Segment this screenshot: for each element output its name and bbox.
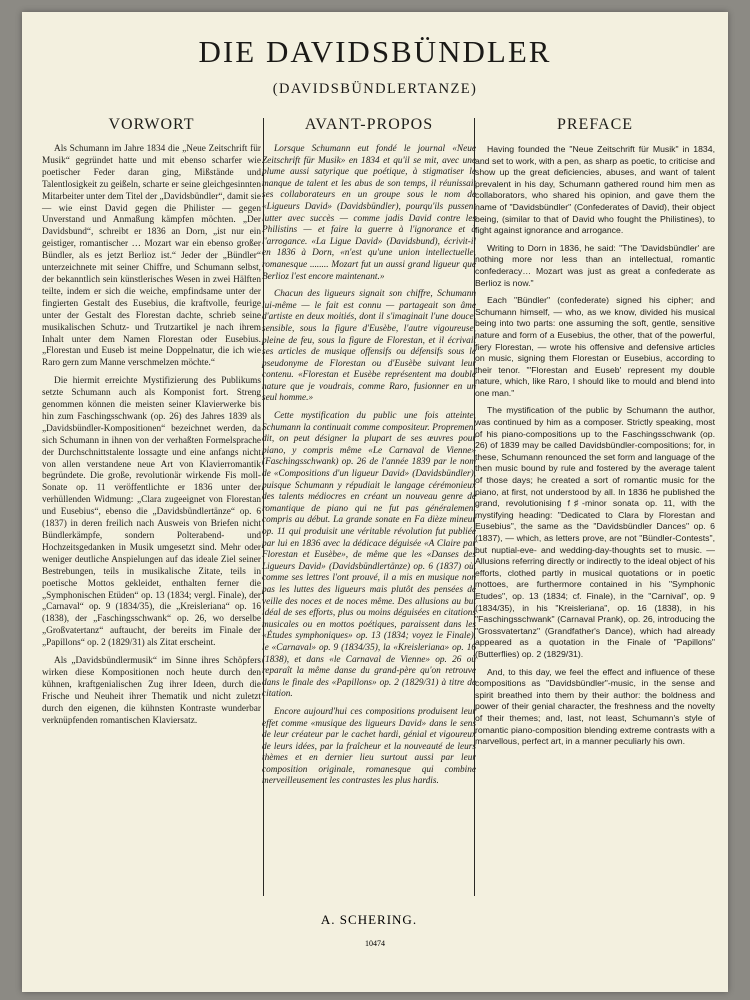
paragraph: Cette mystification du public une fois atteinte, Schumann la continuait comme compositeur. Proprement dit, on peut désigner la plupart de ses œuvres pour piano, y compris même «Le Carnaval de Vienne» (Faschingsschwank) op. 26 de l'année 1839 par le nom de «Compositions d'un ligueur David» (Davidsbündler), puisque Schumann y répudiait le langage cérémonieux des talents médiocres en créant un nouveau genre de romantique de piano qui ne fut pas généralement compris au début. La grande sonate en Fa dièze mineur op. 11 qui produisit une véritable révolution fut publiée par lui en 1836 avec la dédicace déguisée «A Claire par Florestan et Eusèbe», de même que les «Danses des Ligueurs David» (Davidsbündlertänze) op. 6 (1837) où, comme ses lettres l'ont prouvé, il a mis en musique non pas les luttes des ligueurs mais plutôt des pensées de veille des noces et de noces même. Des allusions au but idéal de ses efforts, plus ou moins déguisées en citations musicales ou en mottos poétiques, paraissent dans les «Études symphoniques» op. 13 (1834; voyez le Finale), le «Carnaval» op. 9 (1834/35), la «Kreisleriana» op. 16 (1838), et dans «le Carnaval de Vienne» op. 26 où reparaît la même danse du grand-père qu'on retrouve dans le finale des «Papillons» op. 2 (1829/31) à titre de citation. [262, 411, 476, 700]
page-title: DIE DAVIDSBÜNDLER [198, 34, 552, 69]
paragraph: Als Schumann im Jahre 1834 die „Neue Zeitschrift für Musik“ gegründet hatte und mit ebenso scharfer wie poetischer Feder daran ging, Mißstände und Talentlosigkeit zu geißeln, scharte er seine gleichgesinnten Mitarbeiter unter dem Titel der „Davidsbündler“, damit sie — wie einst David gegen die Philister — gegen Unverstand und Anmaßung kämpfen möchten. „Der Davidsbund“, schreibt er 1836 an Dorn, „ist nur ein geistiger, romantischer … Mozart war ein ebenso großer Bündler, als es jetzt Berlioz ist.“ Jeder der „Bündler“ unterzeichnete mit seiner Chiffre, und Schumann selbst, der bekanntlich sein künstlerisches Wesen in zwei Hälften teilte, indem er sich die weiche, empfindsame unter der fingierten Gestalt des Eusebius, die kraftvolle, feurige unter der Gestalt des Florestan dachte, schrieb seine musikalischen Schutz- und Trutzartikel je nach ihrem Inhalt unter dem Namen Florestan oder Eusebius. „Florestan und Euseb ist meine Doppelnatur, die ich wie Raro gern zum Manne verschmelzen möchte.“ [42, 144, 261, 369]
paragraph: Chacun des ligueurs signait son chiffre, Schumann lui-même — le fait est connu — partageait son âme d'artiste en deux moitiés, dont il s'imaginait l'une douce, sensible, sous la figure d'Eusèbe, l'autre vigoureuse, pleine de feu, sous la figure de Florestan, et il écrivait ses articles de musique offensifs ou défensifs sous le pseudonyme de Florestan ou d'Eusèbe suivant leur contenu. «Florestan et Eusèbe représentent ma double nature que je voudrais, comme Raro, fusionner en un seul homme.» [262, 289, 476, 404]
paragraph: And, to this day, we feel the effect and influence of these compositions as "Davidsbündler"-music, in the sense and spirit breathed into them by their author: the boldness and power of their genial character, the freshness and the novelty of their themes; and, last, not least, Schumann's style of romantic piano-composition blending extreme contrasts with a marvellous, perfect art, in a manner peculiarly his own. [475, 666, 715, 747]
plate-number: 10474 [365, 939, 385, 948]
paragraph: The mystification of the public by Schumann the author, was continued by him as a composer. Strictly speaking, most of his piano-compositions up to the Faschingsschwank (op. 26) of 1839 may be called Davidsbündler-compositions; for, in these, Schumann renounced the set form and language of the then music bound by rule and fostered by the average talent of those days; he created a sort of romantic music for the piano, at first, not understood by all. In 1836 he published the grand, revolutionising f♯-minor sonata op. 11, with the mystifying heading: "Dedicated to Clara by Florestan and Eusebius", the same as the "Davidsbündler Dances" op. 6 (1837), — which, as letters prove, are not "Bündler-Contests", but nuptial-eve- and wedding-day-thoughts set to music. — Allusions referring directly or indirectly to the ideal object of his efforts, clothed partly in musical quotations or in poetic mottoes, are furthermore contained in his "Symphonic Etudes", op. 13 (1834; cf. Finale), in the "Carnival", op. 9 (1834/35), in his "Kreisleriana", op. 16 (1838), in his "Faschingsschwank" (Carnaval Prank), op. 26, introducing the "Grossvatertanz" (Grandfather's Dance), which had already appeared as a quotation in the Finale of "Papillons" (Butterflies) op. 2 (1829/31). [475, 405, 715, 659]
column-heading: AVANT-PROPOS [304, 116, 434, 133]
column-french [262, 116, 476, 794]
page-subtitle: (DAVIDSBÜNDLERTANZE) [272, 81, 478, 97]
paragraph: Als „Davidsbündlermusik“ im Sinne ihres Schöpfers wirken diese Kompositionen noch heute durch den kühnen, kraftgenialischen Zug ihrer Ideen, durch die Frische und Neuheit ihrer Thematik und nicht zuletzt durch den eigenen, die kühnsten Kontraste wunderbar verknüpfenden romantischen Klaviersatz. [42, 656, 261, 726]
column-heading: PREFACE [556, 116, 634, 133]
column-heading: VORWORT [108, 116, 195, 133]
paragraph: Each "Bündler" (confederate) signed his cipher; and Schumann himself, — who, as we know, divided his musical being into two parts: one assuming the soft, gentle, sensitive nature and form of a Eusebius, the other, that of the powerful, fiery Florestan, — wrote his offensive and defensive articles on music, signing them Florestan or Eusebius, according to their tenor. "'Florestan and Euseb' represent my double nature, which, like Raro, I should like to mould and blend into one man." [475, 295, 715, 398]
paragraph: Encore aujourd'hui ces compositions produisent leur effet comme «musique des ligueurs David» dans le sens de leur créateur par le cachet hardi, génial et vigoureux de leurs idées, par la fraîcheur et la nouveauté de leurs thèmes et en dernier lieu surtout aussi par leur composition originale, romanesque qui combine merveilleusement les contrastes les plus hardis. [262, 706, 476, 787]
column-german [42, 116, 261, 734]
paragraph: Having founded the "Neue Zeitschrift für Musik" in 1834, and set to work, with a pen, as sharp as poetic, to criticise and show up the great deficiencies, abuses, and want of talent prevalent in his day, Schumann gathered round him men as collaborators, who shared his opinion, and gave them the name of "Davidsbündler" (Confederates of David), their object being, (similar to that of David who fought the Philistines), to fight against ignorance and arrogance. [475, 144, 715, 236]
score-page [22, 12, 728, 992]
paragraph: Lorsque Schumann eut fondé le journal «Neue Zeitschrift für Musik» en 1834 et qu'il se mit, avec une plume aussi satyrique que poétique, à stigmatiser le manque de talent et les abus de son temps, il réunissait ses collaborateurs en un groupe sous le nom de «Ligueurs David» (Davidsbündler), pourqu'ils pussent lutter avec succès — comme jadis David contre les Philistins — et faire la guerre à l'ignorance et à l'arrogance. «La Ligue David» (Davidsbund), écrivit-il en 1836 à Dorn, «n'est qu'une union intellectuelle, romanesque ........ Mozart fut un aussi grand ligueur que Berlioz l'est encore maintenant.» [262, 144, 476, 282]
author-signature: A. SCHERING. [320, 912, 418, 927]
paragraph: Die hiermit erreichte Mystifizierung des Publikums setzte Schumann auch als Komponist fort. Streng genommen können die meisten seiner Klavierwerke bis hin zum Faschingsschwank (op. 26) des Jahres 1839 als „Davidsbündler-Kompositionen“ bezeichnet werden, da sich Schumann in ihnen von der verhaßten Formelsprache der Durchschnittstalente lossagte und eine anfangs nicht von allen verstandene neue Art von Klavierromantik begründete. Die große, revolutionär wirkende Fis moll-Sonate op. 11 veröffentlichte er 1836 unter der verhüllenden Widmung: „Clara zugeeignet von Florestan und Eusebius“, ebenso die „Davidsbündlertänze“ op. 6 (1837) in deren freilich nach Ausweis von Briefen nicht Bündlerkämpfe, sondern Polterabend- und Hochzeitsgedanken in Musik umgesetzt sind. Mehr oder weniger deutliche Anspielungen auf das ideale Ziel seiner Bestrebungen, teils in musikalische Zitate, teils in poetische Mottos gekleidet, enthalten ferner die „Symphonischen Etüden“ op. 13 (1834; vergl. Finale), der „Carnaval“ op. 9 (1834/35), die „Kreisleriana“ op. 16 (1838), der „Faschingsschwank“ op. 26, wo derselbe „Großvatertanz“ auftaucht, der bereits im Finale der „Papillons“ op. 2 (1829/31) als Zitat erscheint. [42, 376, 261, 649]
paragraph: Writing to Dorn in 1836, he said: "The 'Davidsbündler' are nothing more nor less than an intellectual, romantic confederacy… Mozart was just as great a confederate as Berlioz is now." [475, 242, 715, 288]
column-english [475, 116, 715, 754]
